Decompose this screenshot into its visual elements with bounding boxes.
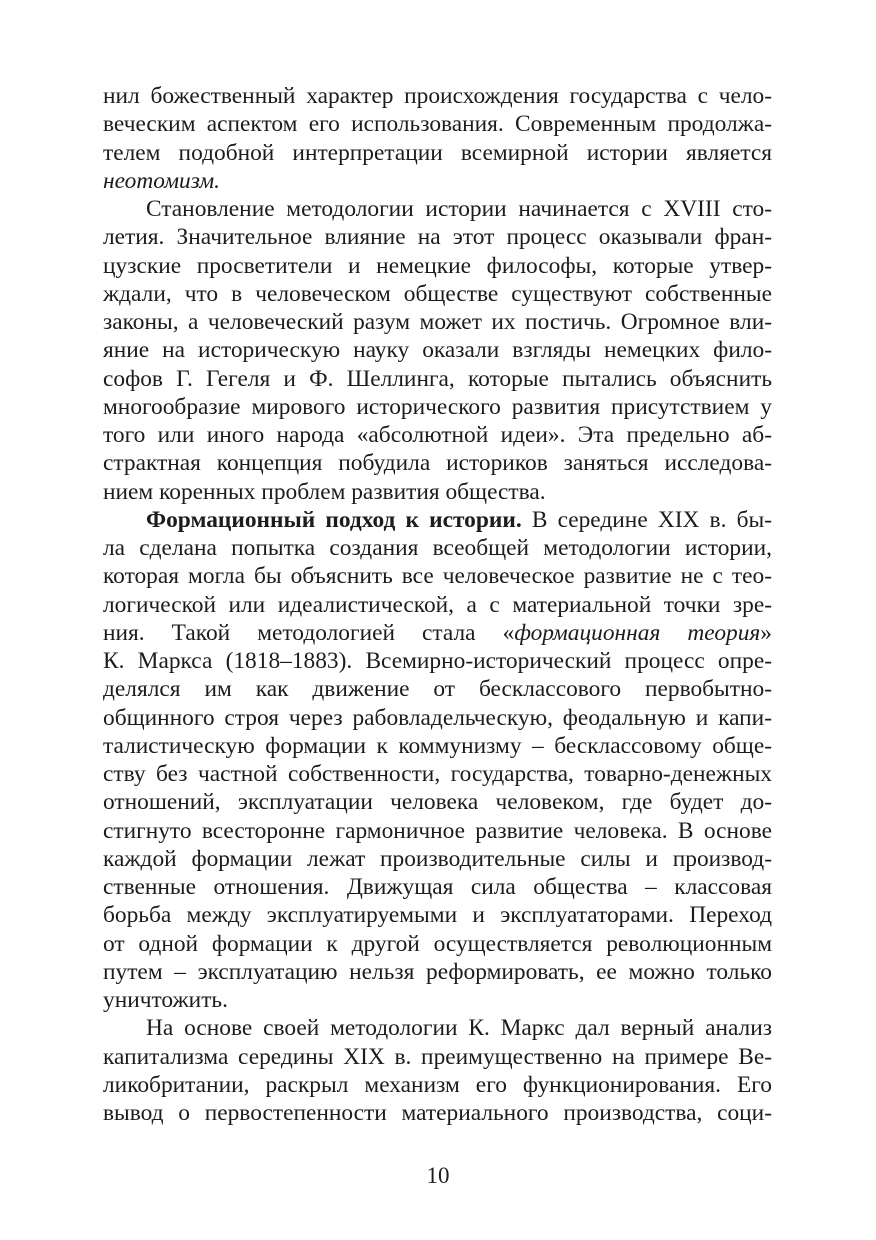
text-segment: нил божественный характер происхождения государства с чело- — [103, 83, 772, 109]
text-segment: от одной формации к другой осуществляется революционным — [103, 930, 772, 957]
text-segment: ству без частной собственности, государства, товарно-денежных — [103, 761, 772, 787]
text-segment: многообразие мирового исторического развития присутствием у — [103, 393, 772, 420]
text-line — [103, 252, 772, 280]
text-line — [103, 421, 772, 449]
text-line — [103, 845, 772, 873]
text-segment: стигнуто всесторонне гармоничное развитие человека. В основе — [103, 817, 772, 844]
text-line — [103, 1099, 772, 1127]
section-heading: Формационный подход к истории. — [146, 506, 522, 533]
text-segment: веческим аспектом его использования. Современным продолжа- — [103, 111, 772, 138]
text-line — [103, 223, 772, 251]
text-line — [103, 393, 772, 421]
emphasis-text: формационная теория — [514, 619, 761, 646]
text-segment: вывод о первостепенности материального производства, соци- — [103, 1100, 772, 1126]
text-line — [103, 958, 772, 986]
text-segment: уничтожить. — [103, 987, 228, 1013]
text-line — [103, 930, 772, 958]
paragraph — [103, 195, 772, 506]
text-segment: ла сделана попытка создания всеобщей методологии истории, — [103, 535, 772, 561]
page-body — [103, 82, 772, 1127]
text-segment: ждали, что в человеческом обществе существуют собственные — [103, 280, 772, 307]
text-line — [103, 986, 772, 1014]
text-segment: В середине XIX в. бы- — [521, 506, 772, 533]
text-segment: цузские просветители и немецкие философы, которые утвер- — [103, 252, 772, 279]
text-line — [103, 704, 772, 732]
text-segment: путем – эксплуатацию нельзя реформировать, ее можно только — [103, 958, 772, 985]
text-segment: отношений, эксплуатации человека человеком, где будет до- — [103, 789, 772, 816]
text-line — [103, 1014, 772, 1042]
text-line — [103, 336, 772, 364]
text-segment: летия. Значительное влияние на этот процесс оказывали фран- — [103, 224, 772, 251]
text-line — [103, 873, 772, 901]
text-line — [103, 110, 772, 138]
text-line — [103, 619, 772, 647]
text-segment: делялся им как движение от бесклассового первобытно- — [103, 676, 772, 703]
text-line — [103, 280, 772, 308]
text-segment: ликобритании, раскрыл механизм его функционирования. Его — [103, 1071, 772, 1098]
text-segment: борьба между эксплуатируемыми и эксплуататорами. Переход — [103, 902, 772, 929]
text-line — [103, 506, 772, 534]
text-line — [103, 562, 772, 590]
paragraph — [103, 506, 772, 1015]
text-segment: общинного строя через рабовладельческую, феодальную и капи- — [103, 704, 772, 731]
text-line — [103, 732, 772, 760]
page-number: 10 — [426, 1163, 450, 1188]
text-line — [103, 760, 772, 788]
text-line — [103, 817, 772, 845]
text-line — [103, 82, 772, 110]
paragraph — [103, 82, 772, 195]
text-segment: которая могла бы объяснить все человеческое развитие не с тео- — [103, 563, 772, 590]
text-line — [103, 139, 772, 167]
text-line — [103, 901, 772, 929]
text-line — [103, 195, 772, 223]
text-segment: того или иного народа «абсолютной идеи». Эта предельно аб- — [103, 422, 772, 448]
text-segment: капитализма середины XIX в. преимущественно на примере Ве- — [103, 1043, 772, 1070]
text-segment: страктная концепция побудила историков заняться исследова- — [103, 450, 772, 477]
text-line — [103, 647, 772, 675]
paragraph — [103, 1014, 772, 1127]
text-line — [103, 167, 772, 195]
text-segment: законы, а человеческий разум может их постичь. Огромное вли- — [103, 309, 772, 335]
text-segment: телем подобной интерпретации всемирной истории является — [103, 139, 772, 166]
text-line — [103, 1043, 772, 1071]
text-segment: яние на историческую науку оказали взгляды немецких фило- — [103, 337, 772, 364]
text-line — [103, 365, 772, 393]
text-segment: нием коренных проблем развития общества. — [103, 478, 546, 505]
text-segment: талистическую формации к коммунизму – бесклассовому обще- — [103, 732, 772, 759]
text-segment: каждой формации лежат производительные силы и производ- — [103, 845, 772, 872]
text-segment: К. Маркса (1818–1883). Всемирно-исторический процесс опре- — [103, 648, 772, 674]
text-line — [103, 1071, 772, 1099]
text-segment: логической или идеалистической, а с материальной точки зре- — [103, 591, 772, 618]
text-segment: ственные отношения. Движущая сила общества – классовая — [103, 874, 772, 900]
text-line — [103, 308, 772, 336]
text-segment: софов Г. Гегеля и Ф. Шеллинга, которые пытались объяснить — [103, 365, 772, 392]
text-line — [103, 675, 772, 703]
text-line — [103, 478, 772, 506]
text-line — [103, 591, 772, 619]
emphasis-text: неотомизм. — [103, 167, 221, 194]
text-line — [103, 534, 772, 562]
text-segment: На основе своей методологии К. Маркс дал верный анализ — [146, 1015, 772, 1042]
text-segment: ния. Такой методологией стала « — [103, 619, 515, 646]
text-line — [103, 449, 772, 477]
text-line — [103, 788, 772, 816]
text-segment: » — [760, 619, 772, 646]
text-segment: Становление методологии истории начинается с XVIII сто- — [146, 196, 772, 222]
